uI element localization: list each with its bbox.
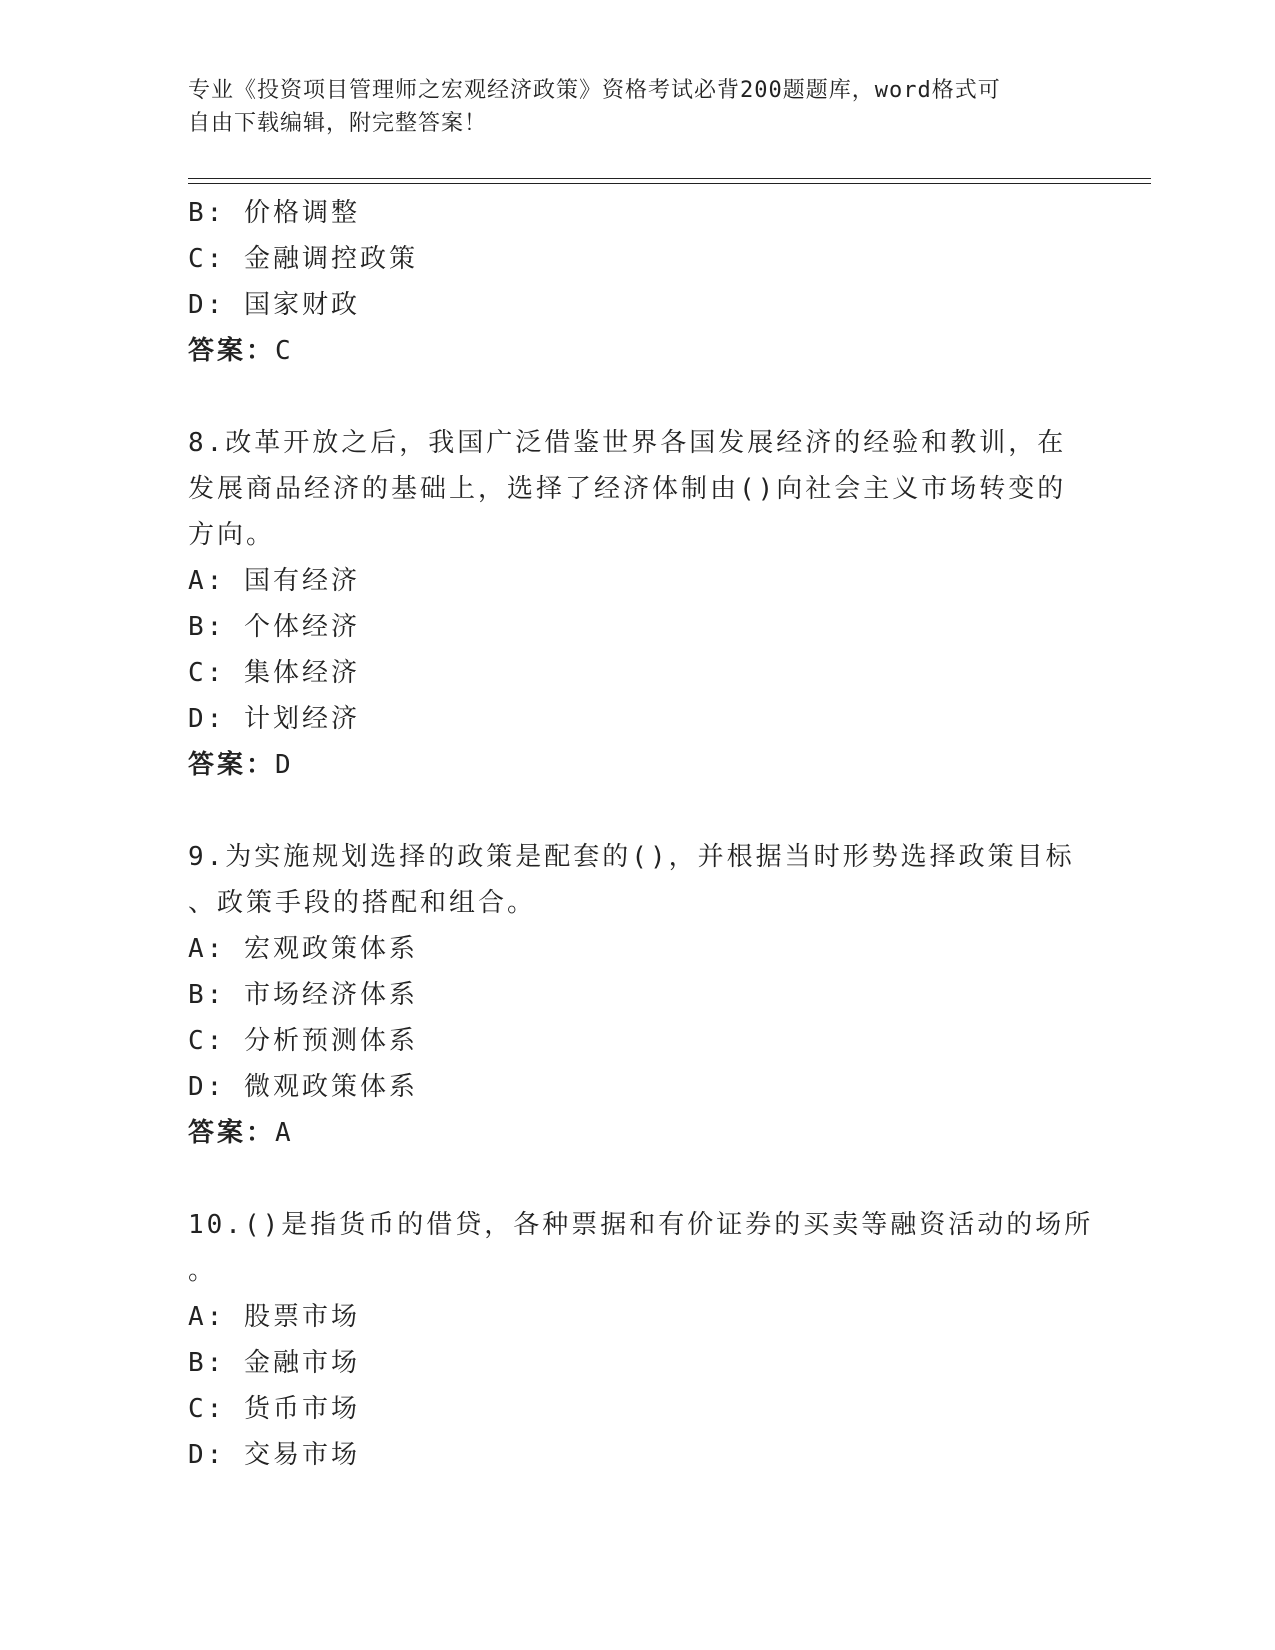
question-text-line: 发展商品经济的基础上，选择了经济体制由()向社会主义市场转变的 bbox=[188, 474, 1067, 504]
option-c: C: 货币市场 bbox=[188, 1394, 360, 1424]
answer-label: 答案： bbox=[188, 1118, 276, 1148]
header-title-line-1: 专业《投资项目管理师之宏观经济政策》资格考试必背200题题库，word格式可 bbox=[188, 78, 1001, 103]
question-text-line: 8.改革开放之后，我国广泛借鉴世界各国发展经济的经验和教训，在 bbox=[188, 428, 1067, 458]
option-d: D: 交易市场 bbox=[188, 1440, 360, 1470]
question-9 bbox=[188, 834, 1088, 1156]
answer-value: D bbox=[275, 750, 294, 780]
question-8 bbox=[188, 420, 1088, 788]
header-divider-bottom bbox=[188, 183, 1151, 184]
option-d: D: 计划经济 bbox=[188, 704, 360, 734]
header-divider-top bbox=[188, 178, 1151, 179]
answer-line bbox=[188, 1110, 1088, 1156]
option-a: A: 国有经济 bbox=[188, 566, 360, 596]
option-a: A: 股票市场 bbox=[188, 1302, 360, 1332]
answer-line bbox=[188, 742, 1088, 788]
header-title-line-2: 自由下载编辑，附完整答案！ bbox=[188, 111, 488, 136]
question-text-line: 。 bbox=[188, 1256, 218, 1286]
option-b: B: 价格调整 bbox=[188, 198, 360, 228]
answer-label: 答案： bbox=[188, 750, 276, 780]
answer-value: A bbox=[275, 1118, 294, 1148]
document-header bbox=[188, 74, 1088, 140]
option-a: A: 宏观政策体系 bbox=[188, 934, 418, 964]
option-d: D: 国家财政 bbox=[188, 290, 360, 320]
question-text-line: 9.为实施规划选择的政策是配套的()，并根据当时形势选择政策目标 bbox=[188, 842, 1075, 872]
answer-label: 答案： bbox=[188, 336, 276, 366]
option-b: B: 市场经济体系 bbox=[188, 980, 418, 1010]
spacer bbox=[188, 1156, 1088, 1202]
question-text-line: 、政策手段的搭配和组合。 bbox=[188, 888, 537, 918]
spacer bbox=[188, 374, 1088, 420]
option-c: C: 集体经济 bbox=[188, 658, 360, 688]
option-d: D: 微观政策体系 bbox=[188, 1072, 418, 1102]
question-text-line: 方向。 bbox=[188, 520, 276, 550]
option-b: B: 金融市场 bbox=[188, 1348, 360, 1378]
question-text-line: 10.()是指货币的借贷，各种票据和有价证券的买卖等融资活动的场所 bbox=[188, 1210, 1094, 1240]
option-c: C: 分析预测体系 bbox=[188, 1026, 418, 1056]
spacer bbox=[188, 788, 1088, 834]
option-b: B: 个体经济 bbox=[188, 612, 360, 642]
question-7-tail bbox=[188, 190, 1088, 374]
option-c: C: 金融调控政策 bbox=[188, 244, 418, 274]
answer-value: C bbox=[275, 336, 294, 366]
question-10 bbox=[188, 1202, 1094, 1478]
question-list bbox=[188, 190, 1094, 1478]
answer-line bbox=[188, 328, 1088, 374]
